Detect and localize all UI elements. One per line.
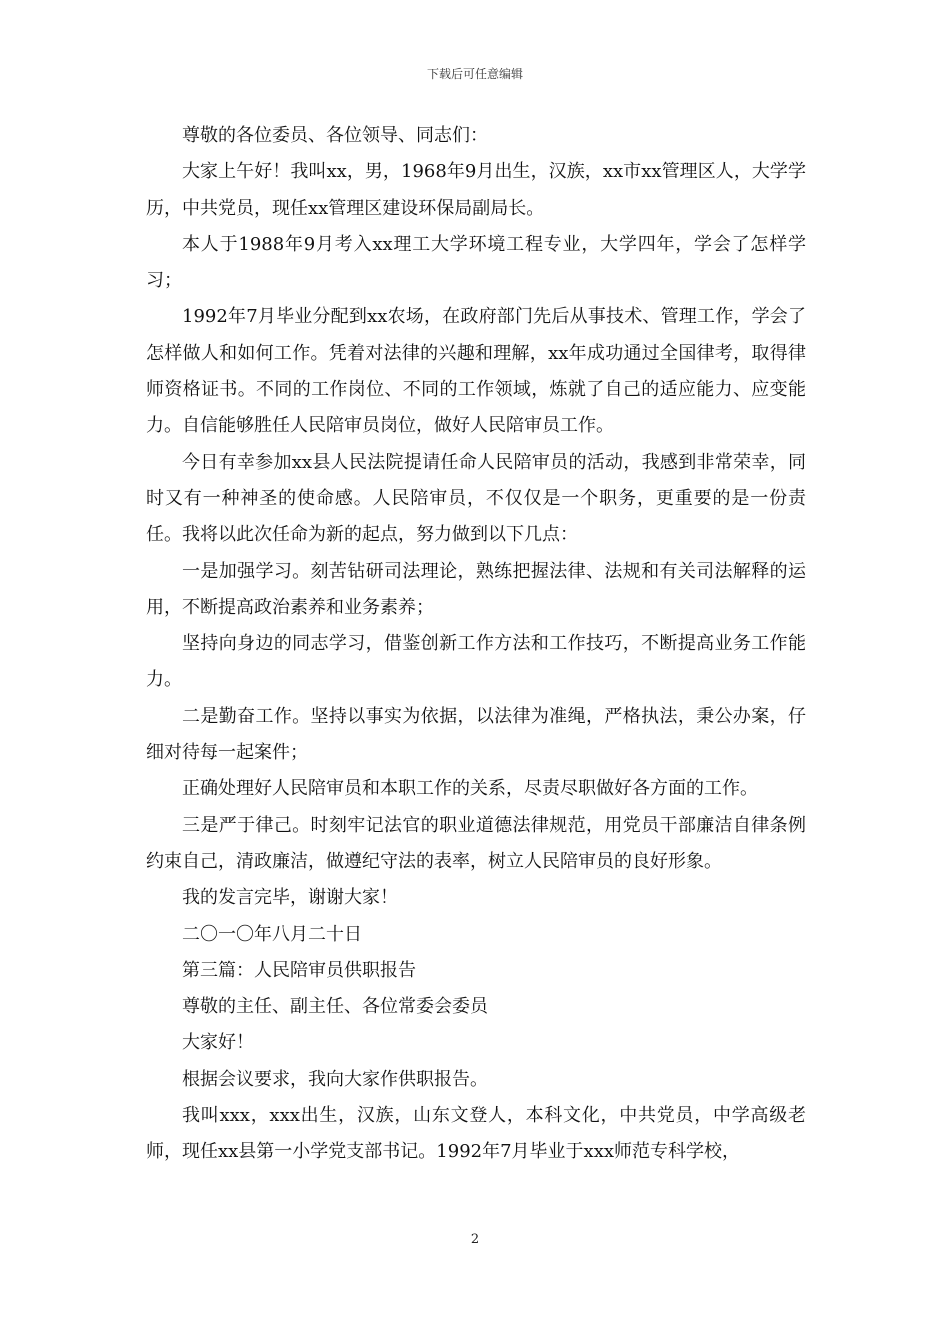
paragraph-learn-from-colleagues: 坚持向身边的同志学习，借鉴创新工作方法和工作技巧，不断提高业务工作能力。 xyxy=(146,633,806,691)
paragraph-point-two: 二是勤奋工作。坚持以事实为依据，以法律为准绳，严格执法，秉公办案，仔细对待每一起案件； xyxy=(146,705,806,764)
paragraph-point-three: 三是严于律己。时刻牢记法官的职业道德法律规范，用党员干部廉洁自律条例约束自己，清政廉洁，做遵纪守法的表率，树立人民陪审员的良好形象。 xyxy=(146,814,806,872)
paragraph-work-history: 1992年7月毕业分配到xx农场，在政府部门先后从事技术、管理工作，学会了怎样做人和如何工作。凭着对法律的兴趣和理解，xx年成功通过全国律考，取得律师资格证书。不同的工作岗位、不同的工作领域，炼就了自己的适应能力、应变能力。自信能够胜任人民陪审员岗位，做好人民陪审员工作。 xyxy=(146,306,806,437)
paragraph-education: 本人于1988年9月考入xx理工大学环境工程专业，大学四年，学会了怎样学习； xyxy=(146,233,806,292)
section-title: 第三篇：人民陪审员供职报告 xyxy=(182,959,416,981)
paragraph-date: 二〇一〇年八月二十日 xyxy=(182,923,362,945)
paragraph-salutation-2: 尊敬的主任、副主任、各位常委会委员 xyxy=(182,996,488,1018)
paragraph-nomination: 今日有幸参加xx县人民法院提请任命人民陪审员的活动，我感到非常荣幸，同时又有一种神圣的使命感。人民陪审员，不仅仅是一个职务，更重要的是一份责任。我将以此次任命为新的起点，努力做到以下几点： xyxy=(146,451,806,546)
paragraph-report-intro: 根据会议要求，我向大家作供职报告。 xyxy=(182,1068,488,1090)
paragraph-self-intro: 大家上午好！我叫xx，男，1968年9月出生，汉族，xx市xx管理区人，大学学历，中共党员，现任xx管理区建设环保局副局长。 xyxy=(146,161,806,219)
paragraph-balance-duties: 正确处理好人民陪审员和本职工作的关系，尽责尽职做好各方面的工作。 xyxy=(182,778,758,800)
page-number: 2 xyxy=(470,1232,480,1247)
paragraph-salutation: 尊敬的各位委员、各位领导、同志们： xyxy=(182,125,488,146)
paragraph-greeting: 大家好！ xyxy=(182,1032,254,1054)
page-header: 下载后可任意编辑 xyxy=(426,67,523,81)
document-body xyxy=(146,118,806,1171)
paragraph-point-one: 一是加强学习。刻苦钻研司法理论，熟练把握法律、法规和有关司法解释的运用，不断提高政治素养和业务素养； xyxy=(146,560,806,618)
paragraph-self-intro-2: 我叫xxx，xxx出生，汉族，山东文登人，本科文化，中共党员，中学高级老师，现任xx县第一小学党支部书记。1992年7月毕业于xxx师范专科学校， xyxy=(146,1105,806,1163)
paragraph-closing: 我的发言完毕，谢谢大家！ xyxy=(182,887,398,909)
